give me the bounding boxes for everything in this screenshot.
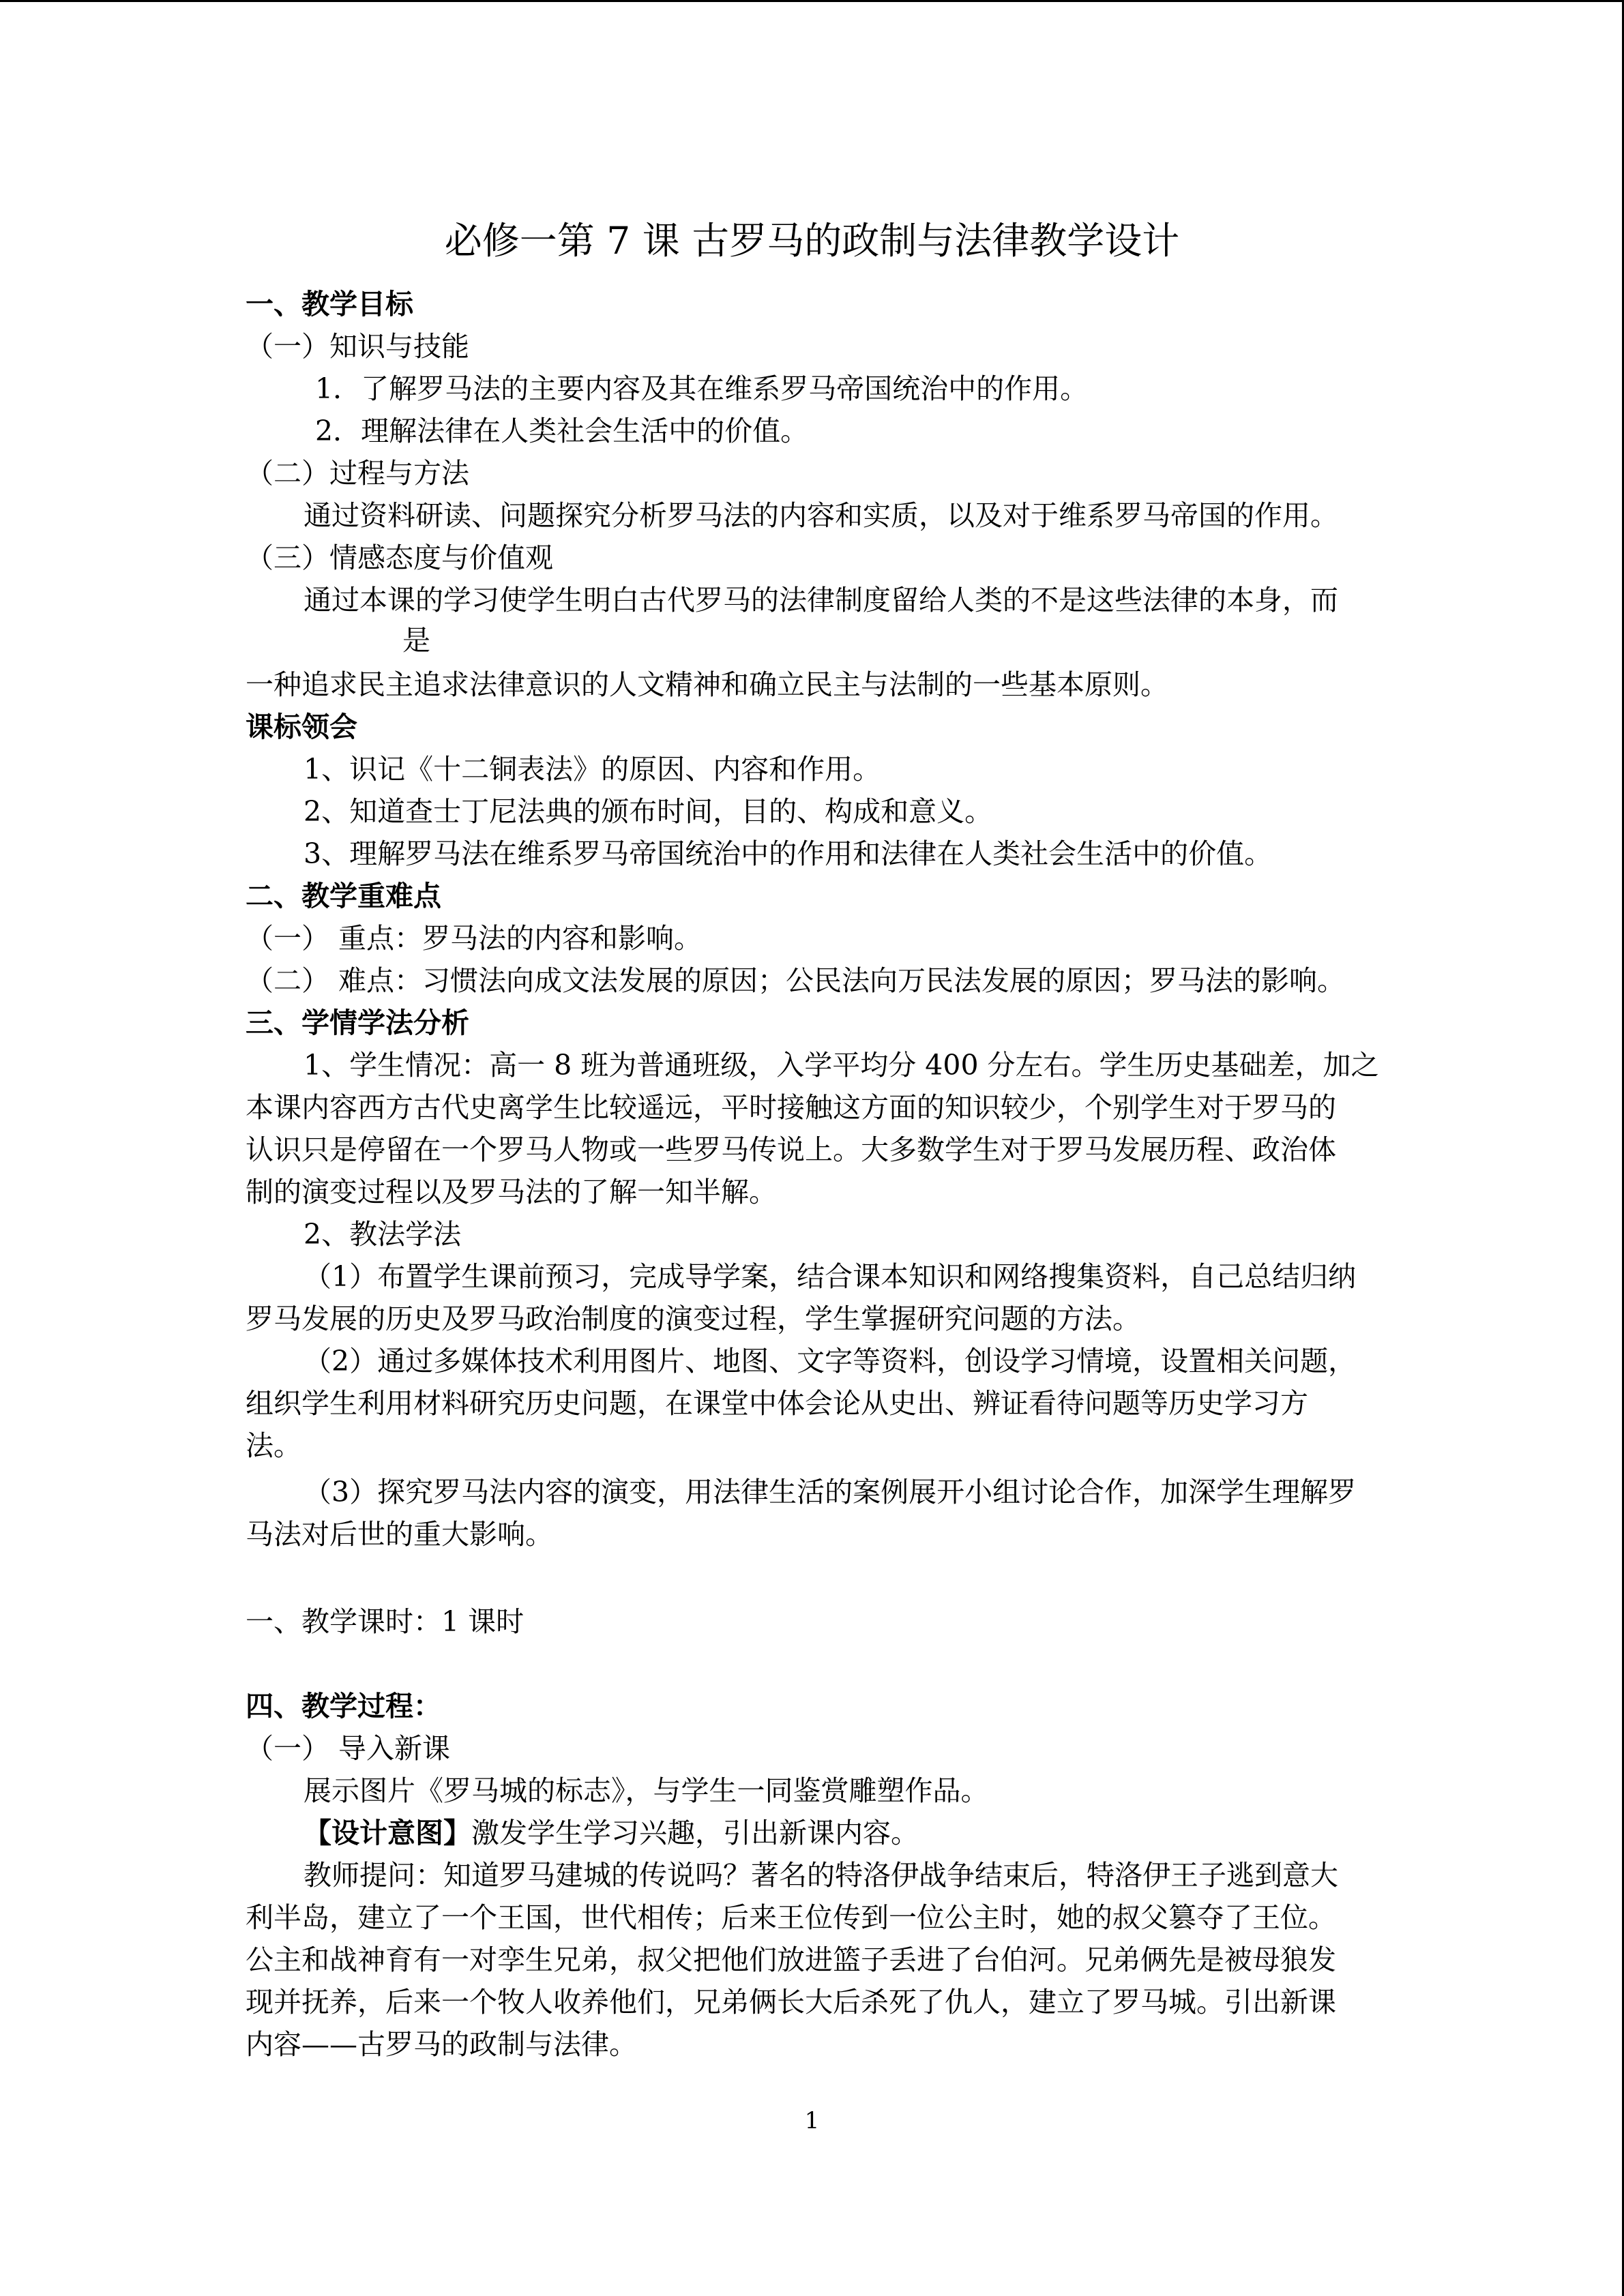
section-heading-hours: 一、教学课时：1 课时	[246, 1605, 525, 1638]
list-item: 1、识记《十二铜表法》的原因、内容和作用。	[304, 753, 881, 786]
paragraph-line: （3）探究罗马法内容的演变，用法律生活的案例展开小组讨论合作，加深学生理解罗	[304, 1476, 1357, 1508]
page-border-top	[0, 0, 1624, 2]
paragraph-line: 罗马发展的历史及罗马政治制度的演变过程，学生掌握研究问题的方法。	[246, 1302, 1140, 1335]
paragraph-line: 1、学生情况：高一 8 班为普通班级，入学平均分 400 分左右。学生历史基础差，加之	[304, 1049, 1379, 1082]
paragraph-line: （1）布置学生课前预习，完成导学案，结合课本知识和网络搜集资料，自己总结归纳	[304, 1260, 1357, 1293]
section-heading-process: 四、教学过程：	[246, 1690, 441, 1723]
list-item: 2、知道查士丁尼法典的颁布时间，目的、构成和意义。	[304, 795, 993, 828]
paragraph-line: 通过本课的学习使学生明白古代罗马的法律制度留给人类的不是这些法律的本身，而	[304, 584, 1338, 616]
subsection-heading: （二）过程与方法	[246, 457, 469, 490]
paragraph-line: 公主和战神育有一对孪生兄弟，叔父把他们放进篮子丢进了台伯河。兄弟俩先是被母狼发	[246, 1943, 1336, 1976]
section-heading-key-points: 二、教学重难点	[246, 880, 441, 912]
paragraph-line: 利半岛，建立了一个王国，世代相传；后来王位传到一位公主时，她的叔父篡夺了王位。	[246, 1901, 1336, 1934]
section-heading-analysis: 三、学情学法分析	[246, 1007, 469, 1039]
paragraph-line: 教师提问：知道罗马建城的传说吗？著名的特洛伊战争结束后，特洛伊王子逃到意大	[304, 1859, 1338, 1892]
list-item: 1．了解罗马法的主要内容及其在维系罗马帝国统治中的作用。	[315, 372, 1089, 405]
paragraph-line: 展示图片《罗马城的标志》，与学生一同鉴赏雕塑作品。	[304, 1774, 989, 1807]
list-item: （一） 重点：罗马法的内容和影响。	[246, 922, 703, 955]
paragraph-line: 内容——古罗马的政制与法律。	[246, 2028, 637, 2061]
paragraph-line: 一种追求民主追求法律意识的人文精神和确立民主与法制的一些基本原则。	[246, 668, 1168, 701]
subsection-heading: （一）知识与技能	[246, 330, 469, 363]
page-number: 1	[804, 2107, 820, 2134]
list-item: 2．理解法律在人类社会生活中的价值。	[315, 415, 809, 447]
list-item: 3、理解罗马法在维系罗马帝国统治中的作用和法律在人类社会生活中的价值。	[304, 837, 1273, 870]
paragraph-line: 认识只是停留在一个罗马人物或一些罗马传说上。大多数学生对于罗马发展历程、政治体	[246, 1133, 1336, 1166]
paragraph-line: 马法对后世的重大影响。	[246, 1518, 553, 1551]
list-item: （二） 难点：习惯法向成文法发展的原因；公民法向万民法发展的原因；罗马法的影响。	[246, 964, 1346, 997]
design-intent-label: 【设计意图】	[304, 1817, 471, 1849]
paragraph-line: 现并抚养，后来一个牧人收养他们，兄弟俩长大后杀死了仇人，建立了罗马城。引出新课	[246, 1986, 1336, 2018]
paragraph-line: （2）通过多媒体技术利用图片、地图、文字等资料，创设学习情境，设置相关问题，	[304, 1345, 1357, 1377]
paragraph-line: 制的演变过程以及罗马法的了解一知半解。	[246, 1176, 777, 1208]
subsection-heading: （三）情感态度与价值观	[246, 541, 553, 574]
subsection-heading: （一） 导入新课	[246, 1732, 451, 1765]
paragraph-line: 本课内容西方古代史离学生比较遥远，平时接触这方面的知识较少，个别学生对于罗马的	[246, 1091, 1336, 1124]
section-heading-objectives: 一、教学目标	[246, 288, 413, 320]
paragraph-line: 法。	[246, 1429, 301, 1462]
paragraph-line: 是	[402, 624, 430, 657]
paragraph-line: 通过资料研读、问题探究分析罗马法的内容和实质，以及对于维系罗马帝国的作用。	[304, 499, 1338, 532]
design-intent-text: 激发学生学习兴趣，引出新课内容。	[471, 1817, 919, 1849]
paragraph-line: 组织学生利用材料研究历史问题，在课堂中体会论从史出、辨证看待问题等历史学习方	[246, 1387, 1308, 1420]
section-heading-curriculum: 课标领会	[246, 711, 357, 743]
document-title: 必修一第 7 课 古罗马的政制与法律教学设计	[444, 219, 1180, 263]
design-intent-line	[304, 1814, 919, 1852]
list-item: 2、教法学法	[304, 1218, 462, 1251]
